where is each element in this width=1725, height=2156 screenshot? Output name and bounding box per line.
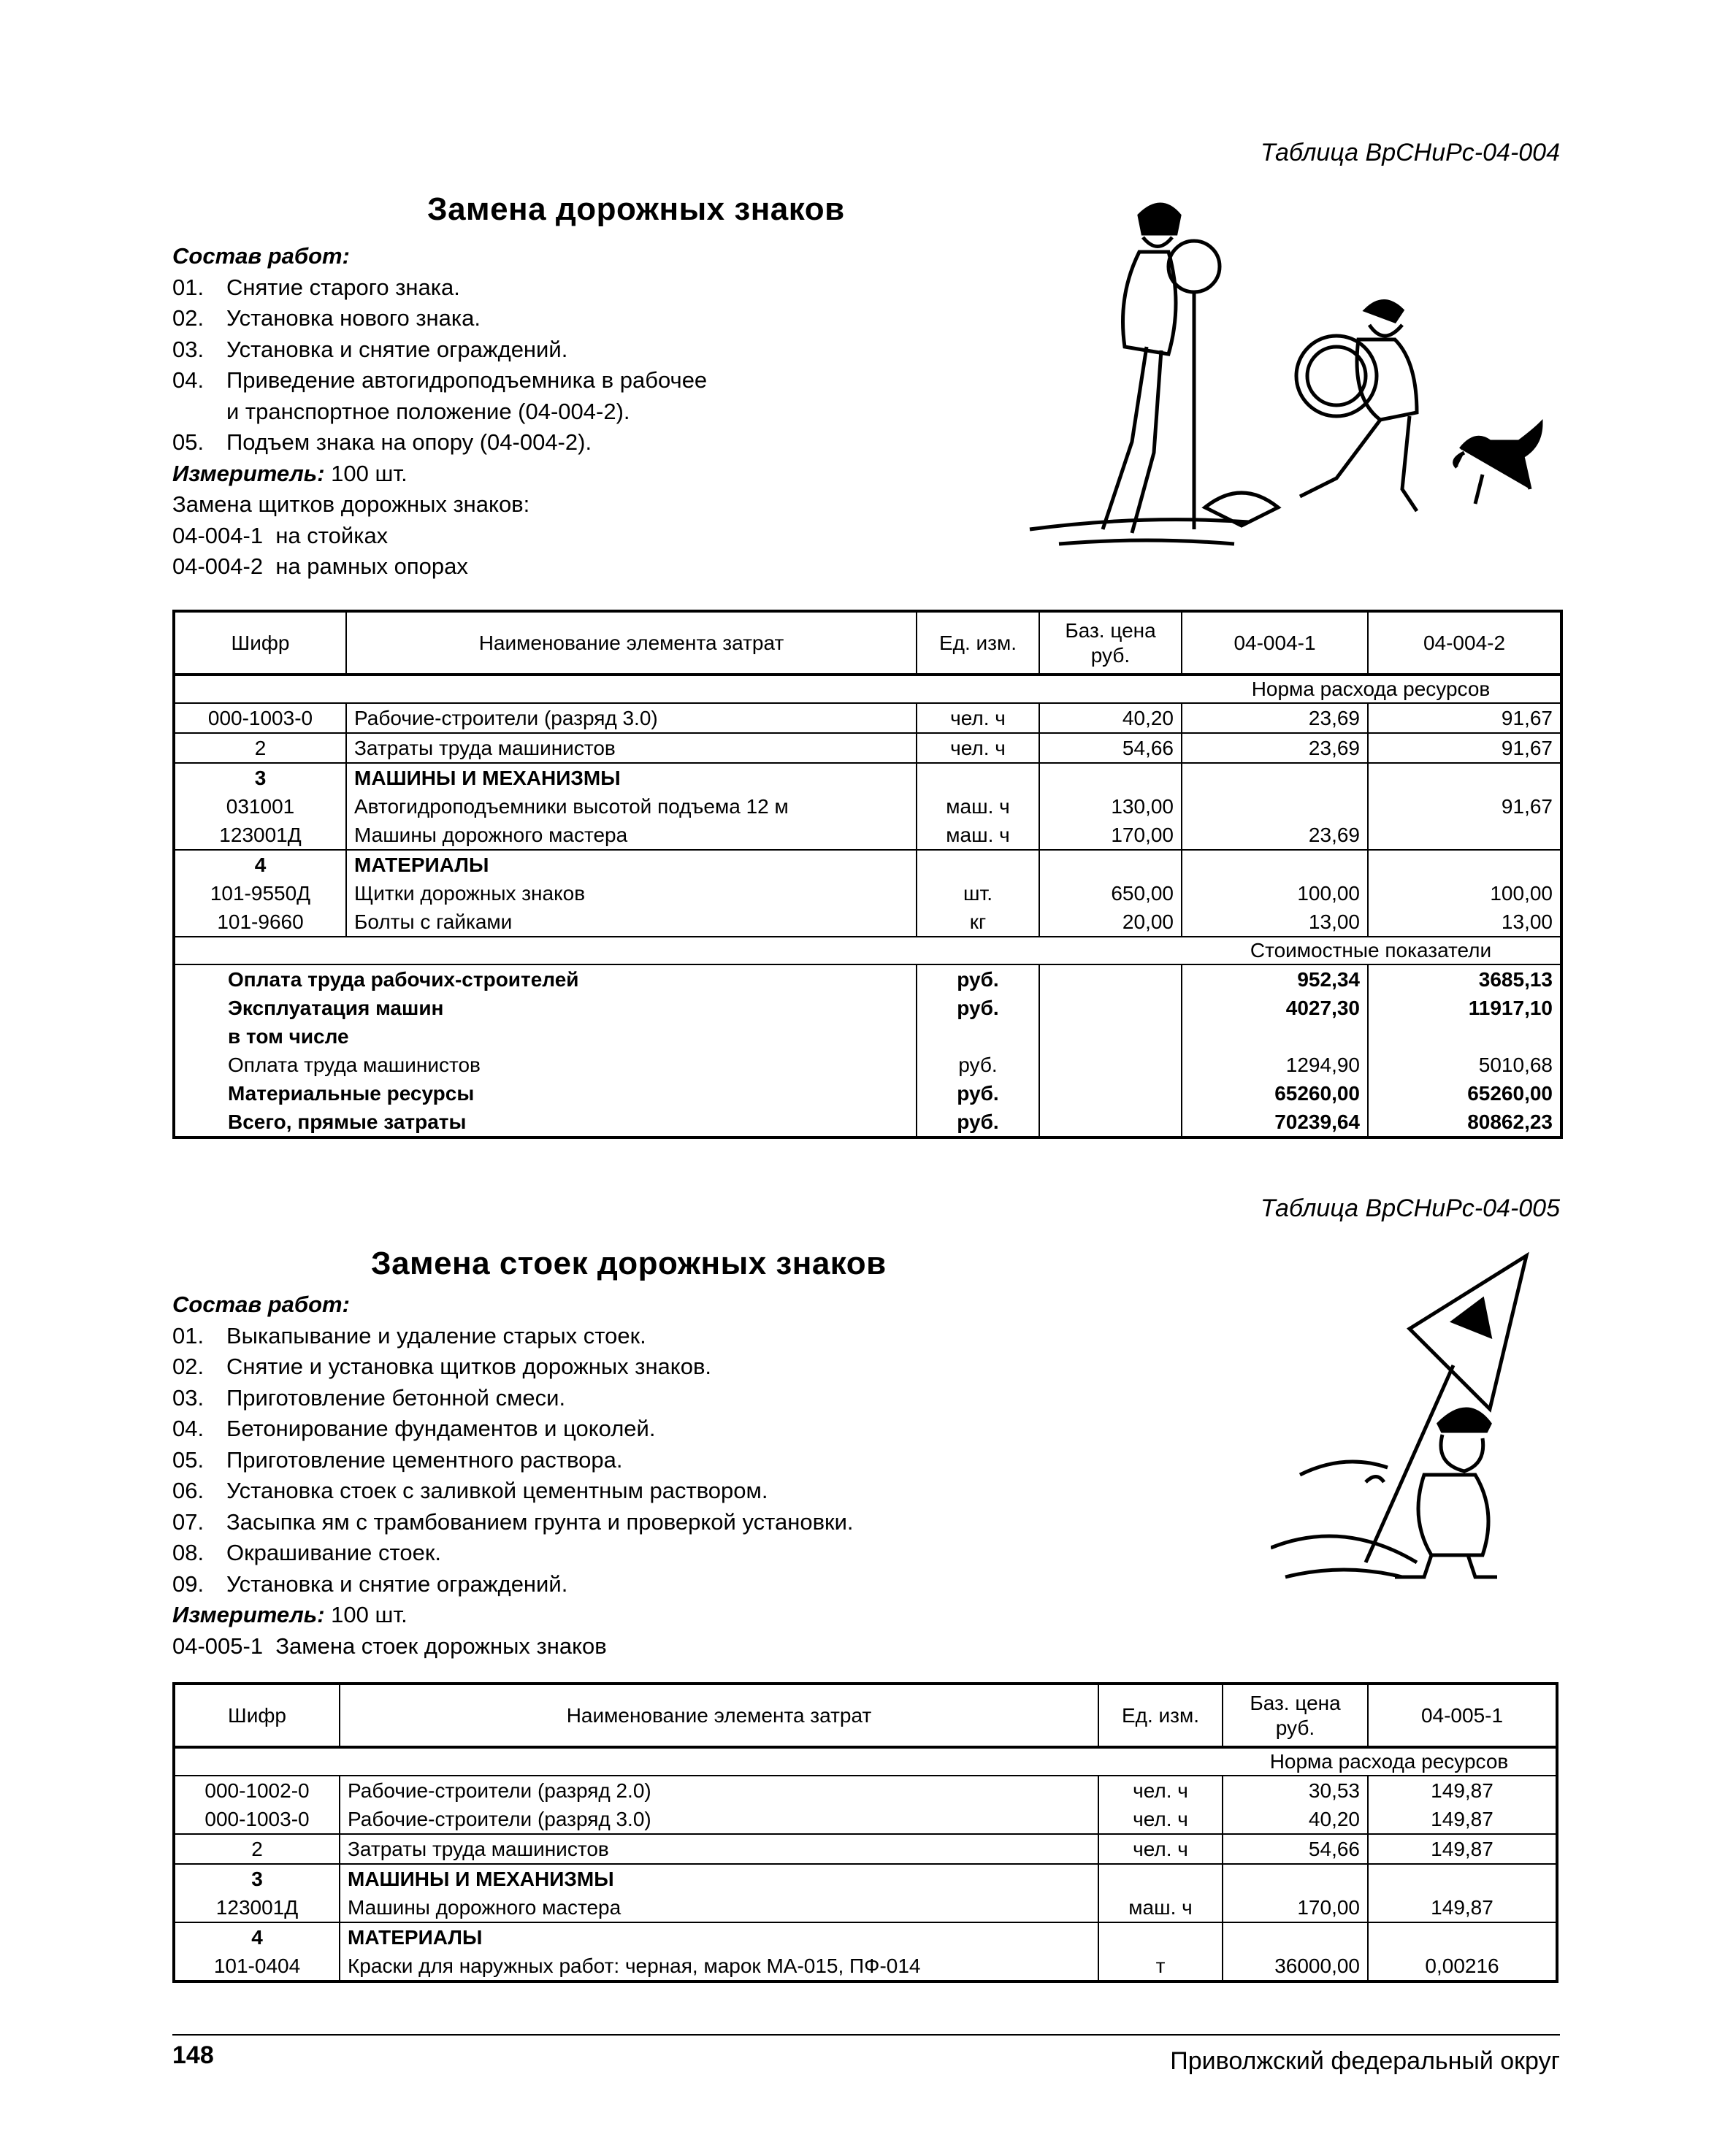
cell-line: 4027,30 <box>1285 997 1360 1019</box>
cell-line: Затраты труда машинистов <box>354 737 616 759</box>
cell-line: шт. <box>963 882 992 905</box>
cell-line: 3 <box>251 1868 263 1890</box>
cell-line: т <box>1155 1954 1166 1977</box>
cell-line: в том числе <box>228 1025 349 1048</box>
table-cell <box>174 1922 340 1982</box>
table-cell <box>174 964 917 1138</box>
cell-line: 65260,00 <box>1274 1082 1360 1105</box>
cell-line <box>1376 1923 1548 1952</box>
work-text: Установка стоек с заливкой цементным раствором. <box>226 1478 768 1503</box>
cell-line: 3 <box>254 767 267 789</box>
cell-line: 031001 <box>226 795 295 818</box>
table-cell <box>346 850 917 937</box>
work-item <box>172 1507 1231 1538</box>
cell-line: 70239,64 <box>1274 1110 1360 1133</box>
table-cell <box>346 703 917 733</box>
table-row-group <box>174 733 1561 763</box>
footer-region: Приволжский федеральный округ <box>1170 2047 1560 2075</box>
table-cell <box>1098 1776 1223 1834</box>
work-item <box>172 1351 1231 1383</box>
cell-line <box>1190 764 1360 792</box>
table-header-row <box>174 611 1561 675</box>
cell-line: руб. <box>957 968 999 991</box>
cell-line: 123001Д <box>215 1896 299 1919</box>
table-row-group <box>174 703 1561 733</box>
table-cell <box>1368 1834 1557 1864</box>
cell-line: Эксплуатация машин <box>228 997 444 1019</box>
variant: 04-004-1 на стойках <box>172 522 389 548</box>
work-text: Засыпка ям с трамбованием грунта и проверкой установки. <box>226 1508 854 1535</box>
table-cell <box>1223 1776 1368 1834</box>
cell-line: 149,87 <box>1431 1838 1493 1860</box>
cell-line: 91,67 <box>1501 707 1553 729</box>
page-number: 148 <box>172 2041 214 2069</box>
table-cell <box>1098 1834 1223 1864</box>
cell-line: 149,87 <box>1431 1808 1493 1830</box>
cell-line <box>1376 851 1553 879</box>
work-number: 07. <box>172 1508 204 1535</box>
norm-label: Норма расхода ресурсов <box>1223 1747 1557 1776</box>
work-composition-2 <box>172 1289 1231 1662</box>
cell-line: руб. <box>957 997 999 1019</box>
workers-sign-illustration <box>1015 186 1563 559</box>
section-row-norm <box>174 1747 1557 1776</box>
work-text: Окрашивание стоек. <box>226 1540 442 1565</box>
work-number: 01. <box>172 1322 204 1349</box>
cell-line: 101-9660 <box>217 910 304 933</box>
cell-line: 0,00216 <box>1425 1954 1499 1977</box>
measure-label: Измеритель: <box>172 460 325 486</box>
cell-line: 5010,68 <box>1478 1054 1553 1076</box>
table-cell <box>1368 1776 1557 1834</box>
table-cell <box>1039 763 1182 850</box>
cell-line: 13,00 <box>1308 910 1360 933</box>
cell-line: 23,69 <box>1308 737 1360 759</box>
cell-line: 23,69 <box>1308 824 1360 846</box>
work-number: 02. <box>172 1354 204 1379</box>
cell-line: 101-9550Д <box>210 882 311 905</box>
table-cell <box>340 1834 1098 1864</box>
measure-value: 100 шт. <box>324 1602 408 1627</box>
section-title-2: Замена стоек дорожных знаков <box>371 1246 887 1281</box>
resource-table-1 <box>172 610 1563 1139</box>
table-cell <box>174 733 346 763</box>
work-number: 04. <box>172 1416 204 1441</box>
cell-line: 100,00 <box>1490 882 1553 905</box>
cell-line <box>1047 1022 1174 1051</box>
measure <box>172 1600 1231 1631</box>
subtitle: Замена щитков дорожных знаков: <box>172 491 530 517</box>
column-header: Ед. изм. <box>1098 1684 1223 1747</box>
cell-line <box>1047 1108 1174 1136</box>
cell-line <box>1047 764 1174 792</box>
measure-value: 100 шт. <box>324 460 408 486</box>
cell-line: Всего, прямые затраты <box>228 1110 467 1133</box>
cell-line: 000-1003-0 <box>204 1808 310 1830</box>
cell-line: 123001Д <box>219 824 302 846</box>
cell-line <box>1106 1865 1215 1893</box>
resource-table-2 <box>172 1682 1558 1983</box>
measure-label: Измеритель: <box>172 1602 325 1627</box>
norm-label: Норма расхода ресурсов <box>1182 675 1561 703</box>
cell-line: 40,20 <box>1308 1808 1360 1830</box>
table-cell <box>1039 964 1182 1138</box>
table-cell <box>1039 733 1182 763</box>
table-cell <box>1368 763 1561 850</box>
cell-line: Автогидроподъемники высотой подъема 12 м <box>354 795 789 818</box>
column-header: 04-004-1 <box>1182 611 1368 675</box>
footer-rule <box>172 2034 1560 2036</box>
variant: 04-005-1 Замена стоек дорожных знаков <box>172 1633 607 1659</box>
cell-line: 36000,00 <box>1274 1954 1360 1977</box>
column-header: Баз. цена руб. <box>1223 1684 1368 1747</box>
cell-line: 40,20 <box>1122 707 1174 729</box>
work-number: 01. <box>172 274 204 300</box>
work-number: 08. <box>172 1540 204 1565</box>
work-item <box>172 1569 1231 1600</box>
cell-line: руб. <box>958 1054 998 1076</box>
table-cell <box>1368 850 1561 937</box>
cell-line: 4 <box>254 853 267 876</box>
table-cell <box>917 850 1039 937</box>
cell-line: МАШИНЫ И МЕХАНИЗМЫ <box>354 767 621 789</box>
cell-line: 650,00 <box>1111 882 1174 905</box>
table-cell <box>346 763 917 850</box>
cell-line: маш. ч <box>1128 1896 1193 1919</box>
cell-line: Оплата труда рабочих-строителей <box>228 968 579 991</box>
column-header: Шифр <box>174 1684 340 1747</box>
cell-line <box>1047 1079 1174 1108</box>
section-row-norm <box>174 675 1561 703</box>
cell-line: МАШИНЫ И МЕХАНИЗМЫ <box>348 1868 614 1890</box>
table-cell <box>1182 850 1368 937</box>
work-number: 03. <box>172 1384 204 1411</box>
work-item <box>172 1538 1231 1569</box>
work-text: Выкапывание и удаление старых стоек. <box>226 1322 646 1349</box>
cell-line: 101-0404 <box>213 1954 301 1977</box>
cell-line: Рабочие-строители (разряд 3.0) <box>354 707 658 729</box>
table-cell <box>340 1922 1098 1982</box>
works-heading: Состав работ: <box>172 1292 350 1317</box>
table-cell <box>917 763 1039 850</box>
table-header-row <box>174 1684 1557 1747</box>
cell-line <box>1376 821 1553 849</box>
table-reference-1: Таблица ВрСНиРс-04-004 <box>1260 139 1560 166</box>
works-heading: Состав работ: <box>172 243 350 269</box>
work-composition-1 <box>172 241 1012 583</box>
work-item <box>172 272 1012 304</box>
cost-label: Стоимостные показатели <box>1182 937 1561 964</box>
work-item <box>172 1383 1231 1414</box>
work-text: Установка и снятие ограждений. <box>226 1570 568 1597</box>
cell-line: 91,67 <box>1501 795 1553 818</box>
column-header: Ед. изм. <box>917 611 1039 675</box>
table-cell <box>1098 1864 1223 1922</box>
cell-line: 54,66 <box>1122 737 1174 759</box>
cell-line: Оплата труда машинистов <box>228 1054 481 1076</box>
cell-line: Болты с гайками <box>354 910 513 933</box>
cell-line: Затраты труда машинистов <box>348 1838 609 1860</box>
table-cell <box>1368 964 1561 1138</box>
cell-line: 000-1003-0 <box>207 707 313 729</box>
table-cell <box>1039 703 1182 733</box>
cell-line: 65260,00 <box>1467 1082 1553 1105</box>
table-cell <box>1182 703 1368 733</box>
column-header: Наименование элемента затрат <box>340 1684 1098 1747</box>
cell-line <box>1190 851 1360 879</box>
cell-line <box>1047 851 1174 879</box>
table-reference-2: Таблица ВрСНиРс-04-005 <box>1260 1194 1560 1222</box>
section-row-cost <box>174 937 1561 964</box>
cell-line: чел. ч <box>1133 1779 1188 1802</box>
table-cell <box>1182 733 1368 763</box>
table-row-group <box>174 1776 1557 1834</box>
cell-line: Краски для наружных работ: черная, марок МА-015, ПФ-014 <box>348 1954 921 1977</box>
cell-line: маш. ч <box>946 824 1010 846</box>
cell-line: маш. ч <box>946 795 1010 818</box>
work-number: 05. <box>172 1446 204 1473</box>
column-header: Шифр <box>174 611 346 675</box>
cell-line: 2 <box>254 737 267 759</box>
cell-line: 130,00 <box>1111 795 1174 818</box>
cell-line: 54,66 <box>1308 1838 1360 1860</box>
cell-line: 2 <box>251 1838 263 1860</box>
cell-line: 13,00 <box>1501 910 1553 933</box>
table-cell <box>1223 1834 1368 1864</box>
work-item <box>172 334 1012 366</box>
cell-line <box>925 764 1031 792</box>
work-number: 06. <box>172 1478 204 1503</box>
work-text: Установка и снятие ограждений. <box>226 336 568 362</box>
table-row-group <box>174 1864 1557 1922</box>
work-item <box>172 1445 1231 1476</box>
work-item <box>172 1321 1231 1352</box>
table-cell <box>917 964 1039 1138</box>
work-text: Приведение автогидроподъемника в рабочее и транспортное положение (04-004-2). <box>226 367 708 424</box>
cell-line: чел. ч <box>950 707 1006 729</box>
work-text: Снятие и установка щитков дорожных знаков. <box>226 1354 712 1379</box>
cell-line <box>1047 965 1174 994</box>
work-number: 02. <box>172 305 204 331</box>
work-item <box>172 365 1012 427</box>
cell-line: Машины дорожного мастера <box>348 1896 621 1919</box>
cell-line: Рабочие-строители (разряд 3.0) <box>348 1808 651 1830</box>
table-cell <box>1368 703 1561 733</box>
column-header: Наименование элемента затрат <box>346 611 917 675</box>
cell-line <box>1106 1923 1215 1952</box>
cell-line: 80862,23 <box>1467 1110 1553 1133</box>
cell-line <box>1376 1022 1553 1051</box>
worker-with-sign-illustration <box>1271 1241 1563 1606</box>
work-item <box>172 1476 1231 1507</box>
cell-line: 952,34 <box>1297 968 1360 991</box>
table-cell <box>1098 1922 1223 1982</box>
cell-line: 4 <box>251 1926 263 1949</box>
cell-line: Машины дорожного мастера <box>354 824 628 846</box>
measure <box>172 459 1012 490</box>
work-text: Подъем знака на опору (04-004-2). <box>226 429 592 455</box>
cell-line <box>1190 792 1360 821</box>
cell-line: МАТЕРИАЛЫ <box>348 1926 483 1949</box>
table-row-group <box>174 850 1561 937</box>
work-text: Установка нового знака. <box>226 305 481 331</box>
cell-line: 30,53 <box>1308 1779 1360 1802</box>
cell-line: 100,00 <box>1297 882 1360 905</box>
table-row-group <box>174 1834 1557 1864</box>
variant: 04-004-2 на рамных опорах <box>172 553 468 579</box>
cell-line <box>925 851 1031 879</box>
column-header: Баз. цена руб. <box>1039 611 1182 675</box>
table-cell <box>1223 1864 1368 1922</box>
table-cell <box>1368 733 1561 763</box>
cell-line <box>1231 1923 1360 1952</box>
table-cell <box>174 763 346 850</box>
work-text: Снятие старого знака. <box>226 274 460 300</box>
work-item <box>172 427 1012 459</box>
table-cell <box>174 1864 340 1922</box>
cell-line: чел. ч <box>1133 1808 1188 1830</box>
cell-line: 1294,90 <box>1285 1054 1360 1076</box>
work-number: 03. <box>172 336 204 362</box>
cell-line: 170,00 <box>1297 1896 1360 1919</box>
work-text: Бетонирование фундаментов и цоколей. <box>226 1416 656 1441</box>
cell-line: руб. <box>957 1082 999 1105</box>
cell-line <box>925 1022 1031 1051</box>
table-cell <box>917 703 1039 733</box>
cell-line: 3685,13 <box>1478 968 1553 991</box>
cell-line: 149,87 <box>1431 1896 1493 1919</box>
table-cell <box>1039 850 1182 937</box>
table-cell <box>917 733 1039 763</box>
cell-line: руб. <box>957 1110 999 1133</box>
cell-line: 23,69 <box>1308 707 1360 729</box>
section-title-1: Замена дорожных знаков <box>427 191 845 227</box>
cell-line: Щитки дорожных знаков <box>354 882 586 905</box>
cell-line <box>1047 994 1174 1022</box>
work-text: Приготовление цементного раствора. <box>226 1446 623 1473</box>
cell-line: МАТЕРИАЛЫ <box>354 853 489 876</box>
cell-line <box>1047 1051 1174 1079</box>
cell-line <box>1190 1022 1360 1051</box>
table-cell <box>1182 964 1368 1138</box>
column-header: 04-004-2 <box>1368 611 1561 675</box>
table-cell <box>174 1834 340 1864</box>
work-number: 09. <box>172 1570 204 1597</box>
cell-line: 20,00 <box>1122 910 1174 933</box>
cell-line: Материальные ресурсы <box>228 1082 475 1105</box>
cell-line: 11917,10 <box>1468 997 1553 1019</box>
cell-line: 91,67 <box>1501 737 1553 759</box>
cell-line <box>1231 1865 1360 1893</box>
table-cell <box>340 1864 1098 1922</box>
work-item <box>172 303 1012 334</box>
cell-line <box>1376 764 1553 792</box>
table-cell <box>1223 1922 1368 1982</box>
table-cell <box>340 1776 1098 1834</box>
cell-line: 170,00 <box>1111 824 1174 846</box>
cost-rows <box>174 964 1561 1138</box>
cell-line: чел. ч <box>950 737 1006 759</box>
table-row-group <box>174 763 1561 850</box>
table-cell <box>1182 763 1368 850</box>
cell-line: чел. ч <box>1133 1838 1188 1860</box>
column-header: 04-005-1 <box>1368 1684 1557 1747</box>
table-cell <box>1368 1922 1557 1982</box>
cell-line <box>1376 1865 1548 1893</box>
cell-line: Рабочие-строители (разряд 2.0) <box>348 1779 651 1802</box>
work-number: 05. <box>172 429 204 455</box>
table-cell <box>174 703 346 733</box>
work-text: Приготовление бетонной смеси. <box>226 1384 566 1411</box>
table-cell <box>1368 1864 1557 1922</box>
work-item <box>172 1413 1231 1445</box>
table-row-group <box>174 1922 1557 1982</box>
cell-line: 000-1002-0 <box>204 1779 310 1802</box>
table-cell <box>174 1776 340 1834</box>
work-number: 04. <box>172 367 204 393</box>
table-cell <box>174 850 346 937</box>
cell-line: 149,87 <box>1431 1779 1493 1802</box>
cell-line: кг <box>969 910 987 933</box>
table-cell <box>346 733 917 763</box>
